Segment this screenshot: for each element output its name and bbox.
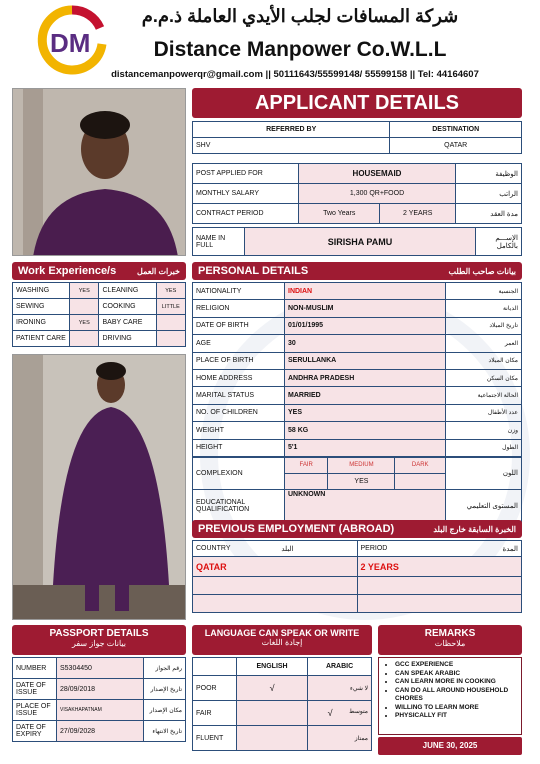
personal-value: 58 KG xyxy=(285,422,446,439)
personal-value: INDIAN xyxy=(285,283,446,300)
referral-table xyxy=(192,121,522,154)
language-english-header: ENGLISH xyxy=(237,658,308,676)
skill-label: CLEANING xyxy=(99,283,156,299)
language-level: FAIR xyxy=(193,701,237,726)
personal-value: 30 xyxy=(285,335,446,352)
skill-label: WASHING xyxy=(13,283,70,299)
personal-label: AGE xyxy=(193,335,285,352)
complexion-ar: اللون xyxy=(446,457,522,489)
country-label-ar: البلد xyxy=(281,545,294,553)
language-arabic-value xyxy=(308,676,372,701)
country-label xyxy=(193,541,358,557)
skill-label: COOKING xyxy=(99,299,156,315)
applicant-photo-full xyxy=(12,354,186,620)
passport-ar: مكان الإصدار xyxy=(144,700,186,721)
skill-value xyxy=(70,299,99,315)
language-level-ar: متوسط xyxy=(349,709,368,715)
personal-title: PERSONAL DETAILS xyxy=(198,265,309,277)
language-level: FLUENT xyxy=(193,726,237,751)
language-level-ar: لا شيء xyxy=(350,685,368,692)
complexion-label: COMPLEXION xyxy=(193,457,285,489)
passport-title: PASSPORT DETAILS xyxy=(49,628,149,639)
personal-value: NON-MUSLIM xyxy=(285,300,446,317)
personal-label: NATIONALITY xyxy=(193,283,285,300)
post-label: POST APPLIED FOR xyxy=(193,164,299,184)
personal-ar: تاريخ الميلاد xyxy=(446,317,522,334)
edu-value: UNKNOWN xyxy=(285,489,446,523)
edu-label: EDUCATIONAL QUALIFICATION xyxy=(193,489,285,523)
passport-ar: تاريخ الإصدار xyxy=(144,679,186,700)
skill-label: SEWING xyxy=(13,299,70,315)
employment-title-ar: الخبرة السابقة خارج البلد xyxy=(433,524,516,534)
name-label: NAME IN FULL xyxy=(193,228,245,256)
remark-item: • CAN SPEAK ARABIC xyxy=(395,670,517,679)
company-name: Distance Manpower Co.W.L.L xyxy=(153,38,447,61)
remark-item: • PHYSICALLY FIT xyxy=(395,712,517,721)
personal-value: ANDHRA PRADESH xyxy=(285,369,446,386)
personal-ar: العمر xyxy=(446,335,522,352)
post-value: HOUSEMAID xyxy=(299,164,456,184)
page-title: APPLICANT DETAILS xyxy=(192,88,522,118)
passport-ar: رقم الجواز xyxy=(144,658,186,679)
personal-table xyxy=(192,282,522,524)
personal-ar: وزن xyxy=(446,422,522,439)
language-title-ar: إجادة اللغات xyxy=(261,638,303,647)
period-ar: مدة العقد xyxy=(456,204,522,224)
language-english-value xyxy=(237,726,308,751)
skill-value: LITTLE xyxy=(156,299,185,315)
name-ar: الإســـم بالكامل xyxy=(476,228,522,256)
remarks-title: REMARKS xyxy=(424,628,476,639)
passport-value: 28/09/2018 xyxy=(57,679,144,700)
complexion-fair: FAIR xyxy=(285,457,328,473)
skill-value xyxy=(156,315,185,331)
experience-title: Work Experience/s xyxy=(18,265,117,277)
personal-label: NO. OF CHILDREN xyxy=(193,404,285,421)
personal-label: MARITAL STATUS xyxy=(193,387,285,404)
employment-title: PREVIOUS EMPLOYMENT (ABROAD) xyxy=(198,523,395,535)
salary-value: 1,300 QR+FOOD xyxy=(299,184,456,204)
language-table xyxy=(192,657,372,751)
personal-title-ar: بيانات صاحب الطلب xyxy=(448,266,516,276)
personal-value: 01/01/1995 xyxy=(285,317,446,334)
complexion-value: YES xyxy=(328,473,395,489)
language-english-value: √ xyxy=(237,676,308,701)
personal-ar: مكان السكن xyxy=(446,369,522,386)
skill-label: DRIVING xyxy=(99,331,156,347)
personal-value: 5'1 xyxy=(285,439,446,456)
referred-by-value: SHV xyxy=(193,138,390,154)
language-arabic-value xyxy=(308,726,372,751)
passport-value: VISAKHAPATNAM xyxy=(57,700,144,721)
period-col-label-en: PERIOD xyxy=(360,544,388,552)
personal-ar: الديانة xyxy=(446,300,522,317)
personal-value: MARRIED xyxy=(285,387,446,404)
period-col-label-ar: المدة xyxy=(502,545,518,553)
language-corner xyxy=(193,658,237,676)
passport-value: S5304450 xyxy=(57,658,144,679)
personal-ar: عدد الأطفال xyxy=(446,404,522,421)
personal-label: HEIGHT xyxy=(193,439,285,456)
contact-line: distancemanpowerqr@gmail.com || 50111643/55599148/ 55599158 || Tel: 44164607 xyxy=(111,69,479,80)
name-table xyxy=(192,227,522,256)
personal-header xyxy=(192,262,522,280)
skill-label: IRONING xyxy=(13,315,70,331)
personal-label: WEIGHT xyxy=(193,422,285,439)
personal-label: DATE OF BIRTH xyxy=(193,317,285,334)
personal-label: PLACE OF BIRTH xyxy=(193,352,285,369)
passport-label: PLACE OF ISSUE xyxy=(13,700,57,721)
employment-period: 2 YEARS xyxy=(357,557,522,577)
personal-ar: الطول xyxy=(446,439,522,456)
period-label: CONTRACT PERIOD xyxy=(193,204,299,224)
applicant-photo-portrait xyxy=(12,88,186,256)
language-level: POOR xyxy=(193,676,237,701)
remark-item: • CAN DO ALL AROUND HOUSEHOLD CHORES xyxy=(395,687,517,704)
post-ar: الوظيفة xyxy=(456,164,522,184)
company-logo xyxy=(34,4,110,78)
remarks-box xyxy=(378,657,522,735)
employment-table xyxy=(192,540,522,613)
complexion-medium: MEDIUM xyxy=(328,457,395,473)
passport-header xyxy=(12,625,186,655)
remark-item: • GCC EXPERIENCE xyxy=(395,661,517,670)
company-arabic-name: شركة المسافات لجلب الأيدي العاملة ذ.م.م xyxy=(141,6,459,26)
remarks-date: JUNE 30, 2025 xyxy=(378,737,522,755)
salary-ar: الراتب xyxy=(456,184,522,204)
personal-value: YES xyxy=(285,404,446,421)
remarks-title-ar: ملاحظات xyxy=(434,639,466,648)
passport-label: NUMBER xyxy=(13,658,57,679)
skill-value xyxy=(156,331,185,347)
experience-table xyxy=(12,282,186,347)
passport-ar: تاريخ الانتهاء xyxy=(144,721,186,742)
complexion-dark: DARK xyxy=(395,457,446,473)
passport-table xyxy=(12,657,186,742)
period-value: Two Years xyxy=(299,204,380,224)
destination-label: DESTINATION xyxy=(390,122,522,138)
personal-label: HOME ADDRESS xyxy=(193,369,285,386)
referred-by-label: REFERRED BY xyxy=(193,122,390,138)
language-level-ar: ممتاز xyxy=(354,735,368,742)
experience-header xyxy=(12,262,186,280)
passport-label: DATE OF ISSUE xyxy=(13,679,57,700)
personal-ar: مكان الميلاد xyxy=(446,352,522,369)
job-table xyxy=(192,163,522,224)
employment-country: QATAR xyxy=(193,557,358,577)
passport-title-ar: بيانات جواز سفر xyxy=(71,639,127,648)
passport-value: 27/09/2028 xyxy=(57,721,144,742)
language-english-value xyxy=(237,701,308,726)
skill-label: PATIENT CARE xyxy=(13,331,70,347)
skill-value: YES xyxy=(70,283,99,299)
skill-value: YES xyxy=(156,283,185,299)
edu-ar: المستوى التعليمي xyxy=(446,489,522,523)
language-arabic-value: √ متوسط xyxy=(308,701,372,726)
personal-value: SERULLANKA xyxy=(285,352,446,369)
passport-label: DATE OF EXPIRY xyxy=(13,721,57,742)
language-header xyxy=(192,625,372,655)
experience-title-ar: خبرات العمل xyxy=(137,266,180,276)
language-title: LANGUAGE CAN SPEAK OR WRITE xyxy=(204,628,360,638)
remarks-header xyxy=(378,625,522,655)
language-arabic-header: ARABIC xyxy=(308,658,372,676)
personal-label: RELIGION xyxy=(193,300,285,317)
skill-value: YES xyxy=(70,315,99,331)
skill-label: BABY CARE xyxy=(99,315,156,331)
name-value: SIRISHA PAMU xyxy=(245,228,476,256)
country-label-en: COUNTRY xyxy=(196,544,231,552)
logo-text: DM xyxy=(50,28,91,58)
salary-label: MONTHLY SALARY xyxy=(193,184,299,204)
remark-item: • WILLING TO LEARN MORE xyxy=(395,704,517,713)
destination-value: QATAR xyxy=(390,138,522,154)
personal-ar: الجنسية xyxy=(446,283,522,300)
period-col-label xyxy=(357,541,522,557)
employment-header xyxy=(192,520,522,538)
skill-value xyxy=(70,331,99,347)
remarks-list xyxy=(395,661,517,721)
personal-ar: الحالة الاجتماعية xyxy=(446,387,522,404)
period-value-2: 2 YEARS xyxy=(380,204,456,224)
remark-item: • CAN LEARN MORE IN COOKING xyxy=(395,678,517,687)
